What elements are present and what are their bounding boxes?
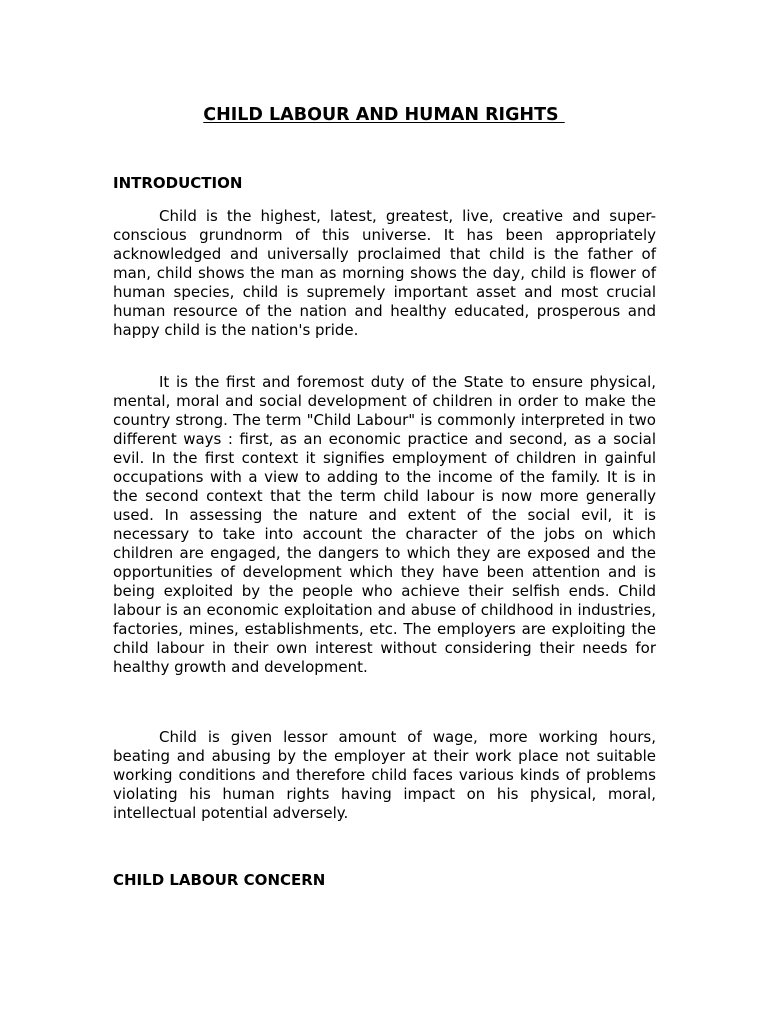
document-title-text: CHILD LABOUR AND HUMAN RIGHTS	[203, 105, 565, 125]
section-heading-child-labour-concern: CHILD LABOUR CONCERN	[113, 871, 326, 889]
section-heading-introduction: INTRODUCTION	[113, 174, 243, 192]
paragraph-1: Child is the highest, latest, greatest, live, creative and super-conscious grundnorm of this universe. It has been appropriately acknowledged and universally proclaimed that child is the father of man, child shows the man as morning shows the day, child is flower of human species, child is supremely important asset and most crucial human resource of the nation and healthy educated, prosperous and happy child is the nation's pride.	[113, 207, 656, 339]
paragraph-2: It is the first and foremost duty of the State to ensure physical, mental, moral and social development of children in order to make the country strong. The term "Child Labour" is commonly interpreted in two different ways : first, as an economic practice and second, as a social evil. In the first context it signifies employment of children in gainful occupations with a view to adding to the income of the family. It is in the second context that the term child labour is now more generally used. In assessing the nature and extent of the social evil, it is necessary to take into account the character of the jobs on which children are engaged, the dangers to which they are exposed and the opportunities of development which they have been attention and is being exploited by the people who achieve their selfish ends. Child labour is an economic exploitation and abuse of childhood in industries, factories, mines, establishments, etc. The employers are exploiting the child labour in their own interest without considering their needs for healthy growth and development.	[113, 373, 656, 676]
document-title	[0, 104, 768, 126]
paragraph-3: Child is given lessor amount of wage, more working hours, beating and abusing by the employer at their work place not suitable working conditions and therefore child faces various kinds of problems violating his human rights having impact on his physical, moral, intellectual potential adversely.	[113, 728, 656, 822]
